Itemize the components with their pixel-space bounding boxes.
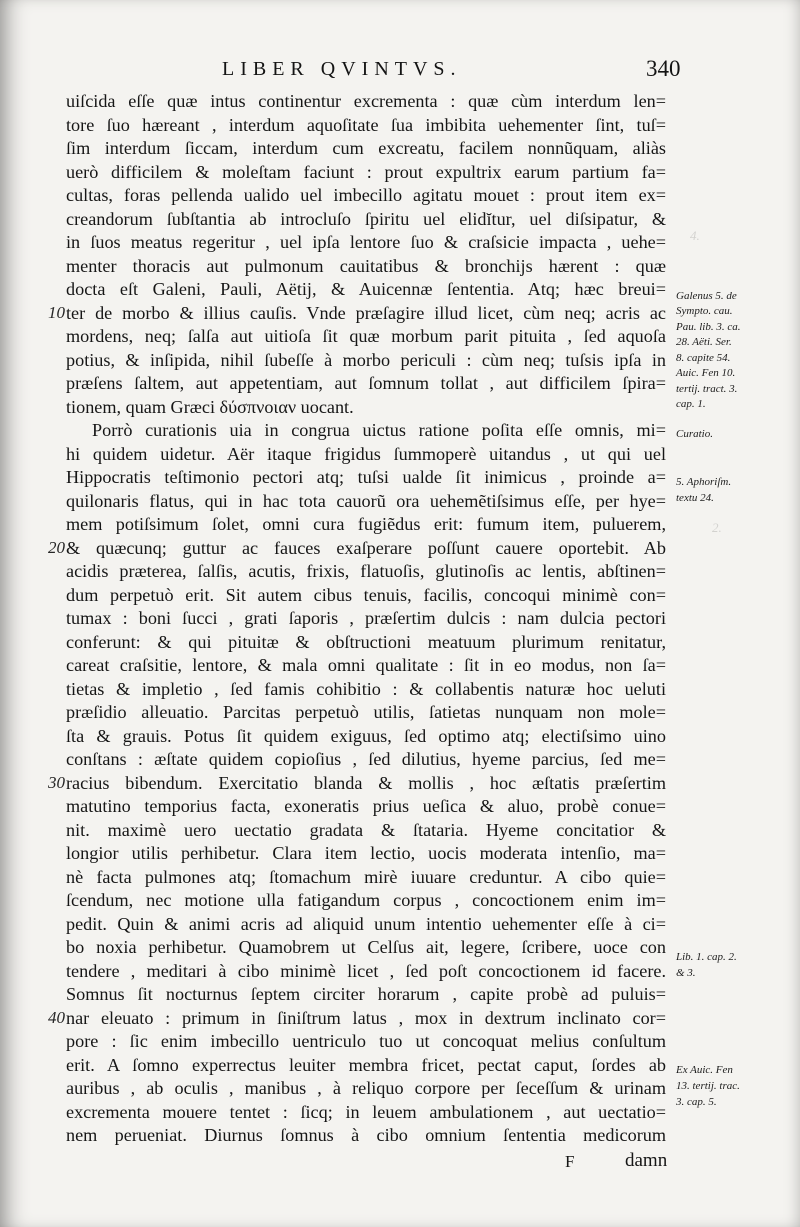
- line-number: 40: [48, 1008, 65, 1027]
- text-line: matutino temporius facta, exoneratis prius ueſica & aluo, probè conue=: [66, 796, 666, 816]
- margin-note: Sympto. cau.: [676, 305, 733, 317]
- text-line: erit. A ſomno experrectus leuiter membra fricet, pectat caput, ſordes ab: [66, 1054, 666, 1075]
- text-line: Hippocratis teſtimonio pectori atq; tuſsi ualde ſit inimicus , proinde a=: [66, 467, 666, 487]
- text-line: nar eleuato : primum in ſiniſtrum latus , mox in dextrum inclinato cor=: [66, 1007, 666, 1028]
- text-line: uiſcida eſſe quæ intus continentur excrementa : quæ cùm interdum len=: [66, 91, 666, 111]
- text-line: pedit. Quin & animi acris ad aliquid unum intentio uehementer eſſe à ci=: [66, 913, 666, 934]
- margin-note: Curatio.: [676, 428, 713, 440]
- text-line: præſidio alleuatio. Parcitas perpetuò utilis, ſatietas nunquam non mole=: [66, 702, 666, 722]
- margin-note: & 3.: [676, 967, 696, 979]
- margin-note: Galenus 5. de: [676, 290, 737, 302]
- text-line: nit. maximè uero uectatio gradata & ſtataria. Hyeme concitatior &: [66, 819, 666, 840]
- text-line: mordens, neq; ſalſa aut uitioſa ſit quæ morbum parit pituita , ſed aquoſa: [66, 326, 666, 346]
- text-line: longior utilis perhibetur. Clara item lectio, uocis moderata intenſio, ma=: [66, 843, 666, 863]
- text-line: Somnus ſit nocturnus ſeptem circiter horarum , capite probè ad puluis=: [66, 984, 666, 1004]
- text-line: Porrò curationis uia in congrua uictus ratione poſita eſſe omnis, mi=: [92, 420, 666, 440]
- text-line: quilonaris flatus, qui in hac tota cauorũ ora uehemẽtiſsimus eſſe, per hye=: [66, 490, 666, 511]
- text-line: tumax : boni ſucci , grati ſaporis , præſertim dulcis : nam dulcia pectori: [66, 608, 666, 628]
- line-number: 10: [48, 303, 65, 322]
- text-line: hi quidem uidetur. Aër itaque frigidus ſummoperè uitandus , ut qui uel: [66, 443, 666, 464]
- text-line: racius bibendum. Exercitatio blanda & mollis , hoc æſtatis præſertim: [66, 772, 666, 793]
- margin-note: 13. tertij. trac.: [676, 1080, 740, 1092]
- margin-note: Auic. Fen 10.: [676, 367, 736, 379]
- text-line: conſtans : æſtate quidem copioſius , ſed dilutius, hyeme parcius, ſed me=: [66, 749, 666, 769]
- text-line: creandorum ſubſtantia ab introcluſo ſpiritu uel elidĭtur, uel diſsipatur, &: [66, 208, 666, 229]
- text-line: conferunt: & qui pituitæ & obſtructioni meatuum plurimum renitatur,: [66, 631, 666, 652]
- text-line: careat craſsitie, lentore, & mala omni qualitate : ſit in eo modus, non ſa=: [66, 655, 666, 675]
- margin-note: Ex Auic. Fen: [676, 1064, 733, 1076]
- text-line: acidis præterea, ſalſis, acutis, frixis, flatuoſis, glutinoſis ac lentis, abſtinen=: [66, 561, 666, 581]
- margin-note: textu 24.: [676, 492, 714, 504]
- margin-note: Pau. lib. 3. ca.: [676, 321, 741, 333]
- margin-note: tertij. tract. 3.: [676, 383, 738, 395]
- text-line: ſta & grauis. Potus ſit quidem exiguus, ſed optimo atq; electiſsimo uino: [66, 725, 666, 746]
- text-line: tendere , meditari à cibo minimè licet , ſed poſt concoctionem id facere.: [66, 960, 666, 981]
- text-line: nem perueniat. Diurnus ſomnus à cibo omnium ſententia medicorum: [66, 1125, 666, 1145]
- text-line: bo noxia perhibetur. Quamobrem ut Celſus ait, legere, ſcribere, uoce con: [66, 937, 666, 957]
- text-line: ſim interdum ſiccam, interdum cum excreatu, facilem nonnũquam, aliàs: [66, 138, 666, 158]
- signature-mark: F: [565, 1152, 575, 1171]
- text-line: menter thoracis aut pulmonum cauitatibus & bronchijs hærent : quæ: [66, 255, 666, 276]
- margin-note: 8. capite 54.: [676, 352, 731, 364]
- margin-note: Lib. 1. cap. 2.: [676, 951, 737, 963]
- text-line: pore : ſic enim imbecillo uentriculo tuo ut concoquat melius conſultum: [66, 1031, 666, 1051]
- margin-note: 3. cap. 5.: [676, 1096, 717, 1108]
- margin-note: 28. Aëti. Ser.: [676, 336, 732, 348]
- page-header: [0, 58, 800, 88]
- text-line: tore ſuo hæreant , interdum aquoſitate ſua imbibita uehementer ſint, tuſ=: [66, 114, 666, 135]
- bleed-through-mark: 4.: [690, 228, 700, 243]
- text-line: docta eſt Galeni, Pauli, Aëtij, & Auicennæ ſententia. Atq; hæc breui=: [66, 279, 666, 299]
- catchword: damn: [625, 1150, 668, 1171]
- running-title: LIBER QVINTVS.: [222, 58, 462, 80]
- bleed-through-mark: 2.: [712, 520, 722, 535]
- text-line: in ſuos meatus regeritur , uel ipſa lentore ſuo & craſsicie impacta , uehe=: [66, 232, 666, 252]
- line-number: 20: [48, 538, 65, 557]
- text-line: præſens ſaltem, aut appetentiam, aut ſomnum tollat , aut difficilem ſpira=: [66, 373, 666, 393]
- text-line: ter de morbo & illius cauſis. Vnde præſagire illud licet, cùm neq; acris ac: [66, 302, 666, 323]
- text-line: uerò difficilem & moleſtam faciunt : prout expultrix earum partium fa=: [66, 161, 666, 182]
- text-line: tietas & impletio , ſed famis cohibitio : & collabentis naturæ hoc ueluti: [66, 678, 666, 699]
- margin-note: 5. Aphoriſm.: [676, 476, 732, 488]
- margin-note: cap. 1.: [676, 398, 706, 410]
- line-number: 30: [48, 773, 65, 792]
- text-line: potius, & inſipida, nihil ſubeſſe à morbo periculi : cùm neq; tuſsis ipſa in: [66, 349, 666, 370]
- text-line: ſcendum, nec motione ulla fatigandum corpus , concoctionem enim im=: [66, 890, 666, 910]
- text-line: tionem, quam Græci δύσπνοιαν uocant.: [66, 396, 354, 417]
- main-text-block: [66, 90, 666, 1148]
- text-line: auribus , ab oculis , manibus , à reliquo corpore per ſeceſſum & urinam: [66, 1078, 666, 1098]
- text-line: nè facta pulmones atq; ſtomachum mirè iuuare creduntur. A cibo quie=: [66, 866, 666, 887]
- page-number: 340: [646, 56, 681, 81]
- text-line: excrementa mouere tentet : ſicq; in leuem ambulationem , aut uectatio=: [66, 1101, 666, 1122]
- text-line: & quæcunq; guttur ac fauces exaſperare poſſunt cauere oportebit. Ab: [66, 537, 666, 558]
- text-line: mem potiſsimum ſolet, omni cura fugiẽdus erit: fumum item, puluerem,: [66, 514, 666, 534]
- text-line: cultas, foras pellenda ualido uel imbecillo agitatu mouet : prout item ex=: [66, 185, 666, 205]
- text-line: dum perpetuò erit. Sit autem cibus tenuis, facilis, concoqui minimè con=: [66, 584, 666, 605]
